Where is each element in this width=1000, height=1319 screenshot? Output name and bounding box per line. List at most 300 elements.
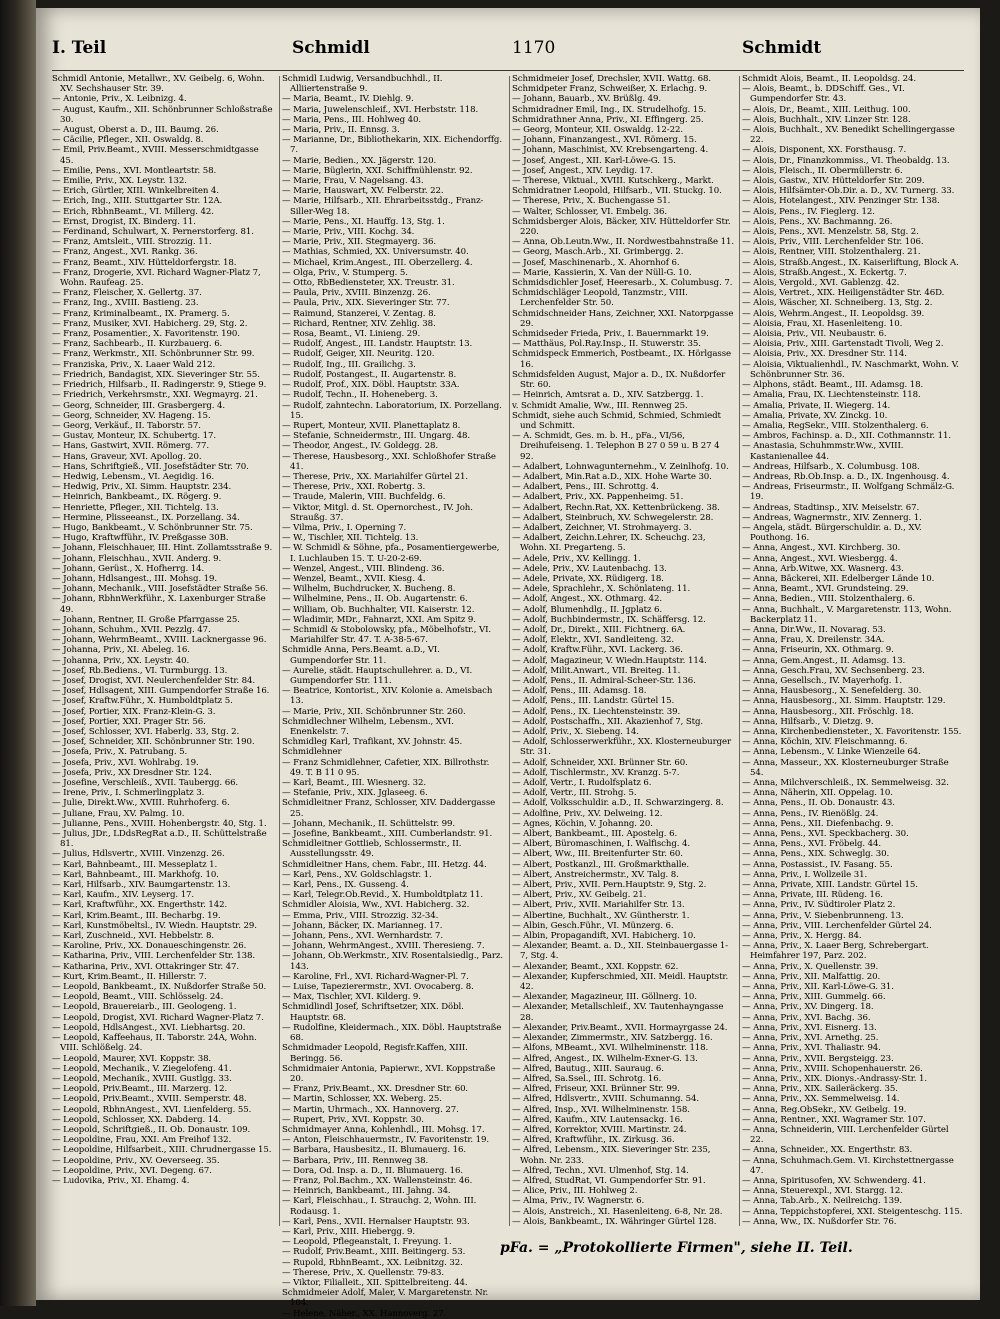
- directory-entry: — Anna, Köchin, XIV. Fleischmanng. 6.: [742, 737, 908, 748]
- directory-entry: — Max, Tischler, XVI. Kilderg. 9.: [282, 992, 421, 1003]
- directory-entry: — Johann, Bauarb., XV. Brüßlg. 49.: [512, 94, 661, 105]
- directory-entry: — Adolf, Pens., III. Landstr. Gürtel 15.: [512, 696, 675, 707]
- directory-entry: — Anna, Hilfsarb., V. Dietzg. 9.: [742, 716, 874, 727]
- directory-entry: — Josefine, Verschleiß., XVII. Taubergg. 66.: [52, 778, 239, 789]
- directory-entry: — Anna, Pens., XIX. Schweglg. 30.: [742, 849, 890, 860]
- directory-entry: — Anna, Bedien., VIII. Stolzenthalerg. 6.: [742, 594, 916, 605]
- directory-entry: — Julius, JDr., LDdsRegRat a.D., II. Schüttelstraße 81.: [52, 829, 267, 850]
- directory-entry: — Julianne, Pens., XVIII. Hohenbergstr. 40, Stg. 1.: [52, 818, 267, 829]
- directory-entry: — Anna, Lebensm., V. Linke Wienzeile 64.: [742, 747, 921, 758]
- directory-entry: Schmidt Alois, Beamt., II. Leopoldsg. 24.: [742, 74, 916, 84]
- page-header: [52, 38, 964, 66]
- directory-entry: — Kurt, Krim.Beamt., II. Hillerstr. 7.: [52, 971, 207, 982]
- directory-entry: — Alma, Priv., IV. Wagnerstr. 6.: [512, 1196, 645, 1207]
- directory-entry: — Albert, Ww., III. Breitenfurter Str. 60.: [512, 849, 683, 860]
- directory-entry: — Alois, Disponent, XX. Forsthausg. 7.: [742, 145, 907, 156]
- directory-entry: — Karl, Pens., IX. Gusseng. 4.: [282, 880, 409, 891]
- directory-entry: Schmidspeck Emmerich, Postbeamt., IX. Hörlgasse 16.: [512, 349, 732, 370]
- directory-entry: — Albert, Priv., XVII. Pern.Hauptstr. 9, Stg. 2.: [512, 880, 707, 891]
- directory-entry: — Marie, Hilfsarb., XII. Ehrarbeitsstdg., Franz-Siller-Weg 18.: [282, 196, 484, 217]
- directory-entry: — Anna, Bäckerei, XII. Edelberger Lände 10.: [742, 573, 935, 584]
- directory-entry: — Martin, Uhrmach., XX. Hannoverg. 27.: [282, 1104, 459, 1115]
- directory-entry: — Marie, Priv., XII. Stegmayerg. 36.: [282, 237, 436, 248]
- directory-entry: — Alfons, MBeamt., XVI. Wilhelminenstr. 118.: [512, 1043, 709, 1054]
- directory-entry: — Olga, Priv., V. Stumperg. 5.: [282, 267, 408, 278]
- directory-entry: — Barbara, Priv., III. Rennweg 38.: [282, 1155, 429, 1166]
- directory-entry: — Anna, Priv., XVI. Bachg. 36.: [742, 1012, 871, 1023]
- directory-entry: — Adele, Priv., XV. Kellingg. 1.: [512, 553, 641, 564]
- directory-entry: — Franz, Amtsleit., VIII. Strozzig. 11.: [52, 237, 212, 248]
- directory-entry: — Therese, Priv., XXI. Robertg. 3.: [282, 482, 426, 493]
- directory-entry: — Amalia, Frau, IX. Liechtensteinstr. 118.: [742, 390, 921, 401]
- directory-entry: — Alois, Straßb.Angest., IX. Kaiserliftung, Block A.: [742, 257, 959, 268]
- directory-entry: — Johann, Fleischhauer, III. Hint. Zollamtsstraße 9.: [52, 543, 273, 554]
- directory-entry: — Karl, Priv., XIII. Hiebergg. 9.: [282, 1226, 416, 1237]
- directory-entry: — Emilie, Priv., XX. Leystr. 132.: [52, 176, 187, 187]
- directory-entry: — Leopoldine, Hilfsarbeit., XIII. Chrudnergasse 15.: [52, 1145, 272, 1156]
- directory-entry: — Alois, Wäscher, XI. Schneiberg. 13, Stg. 2.: [742, 298, 933, 309]
- directory-entry: — Josef, Schlosser, XVI. Haberlg. 33, Stg. 2.: [52, 727, 240, 737]
- directory-entry: — Josef, Maschinenarb., X. Ahornhof 6.: [512, 257, 680, 268]
- directory-entry: — Viktor, Filialleit., XII. Spittelbreiteng. 44.: [282, 1277, 468, 1288]
- directory-entry: — Juliane, Frau, XV. Palmg. 10.: [52, 808, 185, 819]
- directory-entry: — Franz, Fleischer, X. Gellertg. 37.: [52, 288, 202, 299]
- directory-entry: — Karl, Bahnbeamt., III. Messeplatz 1.: [52, 859, 218, 870]
- directory-entry: — Rudolf, Techn., II. Hoheneberg. 3.: [282, 390, 438, 401]
- directory-entry: — Katharina, Priv., VIII. Lerchenfelder Str. 138.: [52, 951, 255, 962]
- directory-entry: — Franz, Werkmstr., XII. Schönbrunner Str. 99.: [52, 349, 255, 360]
- directory-entry: — Anna, Reg.ObSekr., XV. Geibelg. 19.: [742, 1104, 907, 1115]
- directory-entry: — Anna, Beamt., XVI. Grundsteing. 29.: [742, 584, 909, 595]
- directory-entry: — Wenzel, Beamt., XVII. Kiesg. 4.: [282, 573, 426, 584]
- directory-entry: — Anna, Priv., X. Laaer Berg, Schrebergart. Heimfahrer 197, Parz. 202.: [742, 941, 929, 962]
- directory-entry: — Barbara, Hausbesitz., II. Blumauerg. 16.: [282, 1145, 466, 1156]
- directory-entry: — Erich, RbhnBeamt., VI. Millerg. 42.: [52, 206, 214, 217]
- directory-entry: — Adolfine, Priv., XV. Delweing. 12.: [512, 808, 663, 819]
- directory-entry: — Stefanie, Schneidermstr., III. Ungarg. 48.: [282, 431, 470, 442]
- directory-entry: — Marie, Priv., XII. Schönbrunner Str. 260.: [282, 706, 466, 717]
- directory-entry: — Franz, Beamt., XIV. Hütteldorfergstr. 18.: [52, 257, 237, 268]
- directory-entry: — Karoline, Priv., XX. Donaueschingenstr. 26.: [52, 941, 247, 952]
- directory-entry: Schmidlindl Josef, Schriftsetzer, XIX. Döbl. Hauptstr. 68.: [282, 1002, 464, 1023]
- directory-entry: — Alois, Buchhalt., XV. Benedikt Schellingergasse 22.: [742, 125, 955, 146]
- directory-entry: — Adolf, Buchbindermstr., IX. Schäffersg. 12.: [512, 614, 706, 625]
- directory-entry: — Hugo, Kraftwfführ., IV. Preßgasse 30B.: [52, 533, 229, 544]
- directory-entry: — Maria, Juwelenschleif., XVI. Herbststr. 118.: [282, 104, 479, 115]
- directory-entry: — Walter, Schlosser, VI. Embelg. 36.: [512, 206, 667, 217]
- directory-entry: — Anna, Priv., X. Quellenstr. 39.: [742, 961, 879, 972]
- directory-entry: — Karl, Bahnbeamt., III. Markhofg. 10.: [52, 869, 219, 880]
- directory-entry: — Adolf, Postschaffn., XII. Akazienhof 7, Stg.: [512, 716, 704, 727]
- directory-entry: — Aurelie, städt. Hauptschullehrer. a. D., VI. Gumpendorfer Str. 111.: [282, 665, 473, 686]
- directory-entry: — Josef, Portier, XXI. Prager Str. 56.: [52, 716, 206, 727]
- directory-entry: — Anna, Priv., XVIII. Schopenhauerstr. 26.: [742, 1063, 923, 1074]
- directory-entry: — Rudolfine, Kleidermach., XIX. Döbl. Hauptstraße 68.: [282, 1022, 502, 1044]
- directory-entry: — Anna, Rentner., XXI. Wagramer Str. 107.: [742, 1114, 926, 1125]
- directory-entry: — Marianne, Dr., Bibliothekarin, XIX. Eichendorffg. 7.: [282, 135, 502, 156]
- right-running-head: Schmidt: [742, 38, 822, 58]
- directory-entry: — Anna, Pens., XVI. Fröbelg. 44.: [742, 839, 882, 850]
- directory-entry: — Karl, Kunstmöbeltsl., IV. Wiedn. Hauptstr. 29.: [52, 920, 257, 931]
- directory-entry: — Irene, Priv., I. Schmerlingplatz 3.: [52, 788, 205, 799]
- directory-entry: — Julius, Hdlsvertr., XVIII. Vinzenzg. 26.: [52, 849, 225, 860]
- directory-entry: — Aloisia, Priv., XIII. Gartenstadt Tivoli, Weg 2.: [742, 339, 944, 350]
- directory-entry: — Adalbert, Rechn.Rat, XX. Kettenbrückeng. 38.: [512, 502, 720, 513]
- directory-entry: — Anna, Priv., XX. Semmelweisg. 14.: [742, 1094, 900, 1105]
- directory-entry: — Johann, Gerüst., X. Hofherrg. 14.: [52, 563, 205, 574]
- directory-entry: — Anna, Hausbesorg., XII. Fröschlg. 18.: [742, 706, 914, 717]
- directory-entry: — Alfred, Techn., XVI. Ulmenhof, Stg. 14.: [512, 1165, 689, 1176]
- directory-entry: — Traude, Malerin, VIII. Buchfeldg. 6.: [282, 492, 446, 503]
- directory-entry: — Adele, Priv., XV. Lautenbachg. 13.: [512, 563, 667, 574]
- directory-entry: — Karl, Beamt., III. Wiesnerg. 32.: [282, 778, 427, 789]
- directory-entry: — Karl, Telegr.Ob.Revid., X. Humboldtplatz 11.: [282, 890, 483, 901]
- directory-entry: — Therese, Viktual., XVIII. Kutschkerg., Markt.: [512, 176, 714, 187]
- directory-entry: — Anna, Gesellsch., IV. Mayerhofg. 1.: [742, 675, 902, 686]
- directory-entry: — Rupert, Priv., XVI. Koppstr. 30.: [282, 1114, 424, 1125]
- directory-entry: — Albert, Postkanzl., III. Großmarkthalle.: [512, 859, 690, 870]
- directory-entry: — Leopold, Brauereiarb., III. Geologeng. 1.: [52, 1002, 237, 1013]
- directory-entry: — Anna, Priv., X. Hergg. 84.: [742, 931, 862, 942]
- directory-entry: — Anna, Priv., IV. Südtiroler Platz 2.: [742, 900, 896, 911]
- directory-entry: — Rudolf, Ing., III. Grailichg. 3.: [282, 359, 416, 370]
- directory-entry: — Matthäus, Pol.Ray.Insp., II. Stuwerstr. 35.: [512, 339, 701, 350]
- directory-entry: — Alexander, Priv.Beamt., XVII. Hormayrgasse 24.: [512, 1022, 728, 1033]
- directory-entry: — Franz, Musiker, XVI. Habicherg. 29, Stg. 2.: [52, 318, 248, 329]
- directory-entry: — Maria, Pens., III. Hohlweg 40.: [282, 114, 422, 125]
- directory-entry: — Josef, Angest., XIV. Leydig. 17.: [512, 165, 653, 176]
- directory-entry: — Rudolf, Geiger, XII. Neuritg. 120.: [282, 349, 435, 360]
- directory-entry: — Josef, Rb.Bediens., VI. Turmburgg. 13.: [52, 665, 228, 676]
- column-4: [742, 74, 964, 1234]
- directory-entry: — Anna, Milchverschleiß., IX. Semmelweisg. 32.: [742, 778, 949, 789]
- book-spine-edge: [0, 0, 36, 1306]
- directory-entry: — Michael, Krim.Angest., III. Oberzellerg. 4.: [282, 257, 473, 268]
- column-3: [512, 74, 734, 1234]
- directory-entry: — Anna, Friseurin, XX. Othmarg. 9.: [742, 645, 894, 656]
- directory-entry: — Richard, Rentner, XIV. Zehlig. 38.: [282, 318, 436, 329]
- directory-entry: — Johann, Mechanik., VIII. Josefstädter Straße 56.: [52, 584, 268, 595]
- directory-entry: — Antonie, Priv., X. Leibnizg. 4.: [52, 94, 187, 105]
- directory-entry: — Franz Schmidlehner, Cafetier, XIX. Billrothstr. 49. T. B 11 0 95.: [282, 757, 490, 778]
- directory-entry: — Alexander, Beamt. a. D., XII. Steinbauergasse 1-7, Stg. 4.: [512, 941, 729, 962]
- directory-entry: — Marie, Priv., VIII. Kochg. 34.: [282, 227, 415, 238]
- directory-entry: — Josef, Schneider, XII. Schönbrunner Str. 190.: [52, 737, 255, 748]
- directory-entry: — Marie, Frau, V. Nagelsang. 43.: [282, 176, 424, 187]
- column-1: [52, 74, 274, 1234]
- directory-entry: — Heinrich, Bankbeamt., IX. Rögerg. 9.: [52, 492, 222, 503]
- directory-entry: — Franz, Sachbearb., II. Kurzbauerg. 6.: [52, 339, 223, 350]
- directory-entry: — Leopold, Drogist, XVI. Richard Wagner-Platz 7.: [52, 1012, 264, 1023]
- directory-entry: — Viktor, Mitgl. d. St. Opernorchest., IV. Joh. Straußg. 37.: [282, 502, 473, 523]
- directory-entry: — Anna, Masseur., XX. Klosterneuburger Straße 54.: [742, 757, 949, 778]
- directory-entry: — Rudolf, Angest., III. Landstr. Hauptstr. 13.: [282, 339, 473, 350]
- directory-entry: — Leopold, Mechanik., V. Ziegelofeng. 41.: [52, 1063, 232, 1074]
- directory-entry: — Albert, Priv., XV. Geibelg. 21.: [512, 890, 647, 901]
- directory-entry: Schmidschneider Hans, Zeichner, XXI. Natorpgasse 29.: [512, 308, 734, 329]
- directory-entry: — A. Schmidt, Ges. m. b. H., pFa., VI/56, Dreihufeiseng. 1. Telephon B 27 0 59 u. B 27 4 92.: [512, 431, 720, 462]
- directory-entry: — Josefa, Priv., X. Patrubang. 5.: [52, 747, 188, 758]
- directory-entry: — Alfred, Friseur, XXI. Brünner Str. 99.: [512, 1084, 680, 1095]
- directory-entry: — Franz, Drogerie, XVI. Richard Wagner-Platz 7, Wohn. Raufeag. 25.: [52, 267, 261, 289]
- directory-entry: — Johann, Bäcker, IX. Marianneg. 17.: [282, 920, 443, 931]
- directory-entry: — Maria, Priv., II. Ennsg. 3.: [282, 125, 400, 136]
- directory-entry: — Franz, Ing., XVIII. Bastieng. 23.: [52, 298, 199, 309]
- directory-entry: — Anna, Dir.Ww., II. Novarag. 53.: [742, 624, 886, 635]
- directory-entry: — Emilie, Pens., XVI. Montleartstr. 58.: [52, 165, 217, 176]
- directory-entry: Schmidmeier Josef, Drechsler, XVII. Wattg. 68.: [512, 74, 712, 84]
- directory-entry: Schmidmeier Adolf, Maler, V. Margaretenstr. Nr. 104.: [282, 1288, 489, 1309]
- directory-entry: — Alexander, Metallschleif., XV. Tautenhayngasse 28.: [512, 1002, 724, 1023]
- part-label: I. Teil: [52, 38, 107, 58]
- directory-entry: — Franz, Pol.Bachm., XX. Wallensteinstr. 46.: [282, 1175, 473, 1186]
- directory-entry: — Amalia, Private, II. Wiegerg. 14.: [742, 400, 891, 411]
- directory-entry: Schmidl Antonie, Metallwr., XV. Geibelg. 6, Wohn. XV. Sechshauser Str. 39.: [52, 74, 265, 95]
- directory-entry: — Anna, Priv., XIX. Saileräckerg. 35.: [742, 1084, 898, 1095]
- directory-entry: — Rudolf, Postangest., II. Augartenstr. 8.: [282, 369, 457, 380]
- directory-entry: — Therese, Priv., XX. Mariahilfer Gürtel 21.: [282, 471, 469, 482]
- directory-entry: — Josef, Angest., XII. Karl-Löwe-G. 15.: [512, 155, 676, 166]
- directory-entry: — Aloisia, Frau, XI. Hasenleiteng. 10.: [742, 318, 903, 329]
- directory-entry: — Adolf, Priv., X. Siebeng. 14.: [512, 727, 639, 737]
- directory-entry: — Emma, Priv., VIII. Strozzig. 32-34.: [282, 910, 439, 921]
- directory-entry: — Anna, Schuhmach.Gem. VI. Kirchstettnergasse 47.: [742, 1155, 954, 1176]
- directory-entry: — Anna, Pens., XII. Diefenbachg. 9.: [742, 818, 894, 829]
- directory-entry: — Anna, Pens., IV. Rienößlg. 24.: [742, 808, 879, 819]
- directory-entry: — Adolf, Schneider, XXI. Brünner Str. 60.: [512, 757, 688, 768]
- directory-entry: Schmidsfelden August, Major a. D., IX. Nußdorfer Str. 60.: [512, 369, 726, 391]
- directory-entry: — Alfred, Kaufm., XIV. Lautensackg. 16.: [512, 1114, 683, 1125]
- directory-entry: — Johann, Maschinist, XV. Krebsengarteng. 4.: [512, 145, 709, 156]
- directory-entry: — Theodor, Angest., IV. Goldegg. 28.: [282, 441, 439, 452]
- directory-entry: — Anna, Buchhalt., V. Margaretenstr. 113, Wohn. Backerplatz 11.: [742, 604, 952, 625]
- directory-entry: — Adalbert, Priv., XX. Pappenheimg. 51.: [512, 492, 684, 503]
- directory-entry: — Georg, Schneider, III. Grasbergerg. 4.: [52, 400, 226, 411]
- directory-entry: — Andreas, Rb.Ob.Insp. a. D., IX. Ingenhousg. 4.: [742, 471, 950, 482]
- directory-entry: — Vilma, Priv., I. Operning 7.: [282, 522, 407, 533]
- directory-entry: — Aloisia, Priv., XX. Dresdner Str. 114.: [742, 349, 907, 360]
- directory-entry: — Raimund, Stanzerei, V. Zentag. 8.: [282, 308, 437, 319]
- directory-entry: — Friedrich, Bandagist, XIX. Sieveringer Str. 55.: [52, 369, 260, 380]
- directory-entry: — Johann, Fleischhau., XVII. Anderg. 9.: [52, 553, 222, 564]
- directory-entry: — Alexander, Beamt., XXI. Koppstr. 62.: [512, 961, 679, 972]
- directory-entry: — W., Tischler, XII. Tichtelg. 13.: [282, 533, 419, 544]
- directory-entry: Schmidseder Frieda, Priv., I. Bauernmarkt 19.: [512, 329, 709, 340]
- directory-entry: — Anna, Frau, X. Dreilenstr. 34A.: [742, 635, 885, 646]
- directory-entry: — Therese, Hausbesorg., XXI. Schloßhofer Straße 41.: [282, 451, 496, 472]
- directory-entry: — Mathias, Schmied, XX. Universumstr. 40.: [282, 247, 469, 258]
- directory-entry: — Leopold, Mechanik., XVIII. Gustlgg. 33.: [52, 1073, 232, 1084]
- directory-entry: Schmidleitner Hans, chem. Fabr., III. Hetzg. 44.: [282, 859, 487, 870]
- directory-entry: — Alois, Bankbeamt., IX. Währinger Gürtel 128.: [512, 1216, 717, 1227]
- directory-entry: v. Schmidt Amalie, Ww., III. Rennweg 25.: [512, 400, 688, 411]
- directory-entry: — Johann, Pens., XVI. Wernhardstr. 7.: [282, 931, 444, 942]
- directory-entry: — Andreas, Friseurmstr., II. Wolfgang Schmälz-G. 19.: [742, 482, 955, 503]
- directory-entry: — Anna, Angest., XVI. Kirchberg. 30.: [742, 543, 901, 554]
- directory-entry: — Alois, Dr., Beamt., XIII. Leithug. 100.: [742, 104, 911, 115]
- directory-entry: — Franz, Kriminalbeamt., IX. Pramerg. 5.: [52, 308, 230, 319]
- directory-entry: — Alois, Straßb.Angest., X. Eckertg. 7.: [742, 267, 907, 278]
- directory-entry: — Anna, Angest., XVI. Wiesbergg. 4.: [742, 553, 898, 564]
- directory-entry: — Josef, Portier, XIX. Franz-Klein-G. 3.: [52, 706, 216, 717]
- directory-entry: Schmidl Ludwig, Versandbuchhdl., II. Alliiertenstraße 9.: [282, 74, 443, 95]
- directory-entry: — Alfred, Lebensm., XIX. Sieveringer Str. 235, Wohn. Nr. 233.: [512, 1145, 711, 1166]
- directory-entry: — Anna, Steuerexpl., XVI. Stargg. 12.: [742, 1186, 903, 1197]
- directory-entry: — Friedrich, Verkehrsmstr., XXI. Wegmayrg. 21.: [52, 390, 258, 401]
- directory-entry: — Angela, städt. Bürgerschuldir. a. D., XV. Pouthong. 16.: [742, 522, 922, 544]
- directory-entry: — Leopold, Bankbeamt., IX. Nußdorfer Straße 50.: [52, 982, 267, 993]
- directory-entry: — Alfred, StudRat, VI. Gumpendorfer Str. 91.: [512, 1175, 706, 1186]
- directory-entry: — Alois, Priv., VIII. Lerchenfelder Str. 106.: [742, 237, 924, 248]
- directory-entry: Schmidlehner: [282, 747, 342, 758]
- directory-entry: — Anna, Schneider., XX. Engerthstr. 83.: [742, 1145, 913, 1156]
- directory-entry: — Rupert, Monteur, XVII. Planettaplatz 8.: [282, 420, 461, 431]
- directory-entry: — Anna, Priv., XVI. Thaliastr. 94.: [742, 1043, 881, 1054]
- directory-entry: — Adalbert, Steinbruch, XV. Schwegelerstr. 28.: [512, 512, 714, 523]
- directory-entry: — Georg, Verkäuf., II. Taborstr. 57.: [52, 420, 201, 431]
- directory-entry: — Karl, Kaufm., XIV. Leyserg. 17.: [52, 890, 195, 901]
- directory-entry: — Adolf, Pens., II. Admiral-Scheer-Str. 136.: [512, 675, 696, 686]
- directory-entry: — Anna, Pens., XVI. Speckbacherg. 30.: [742, 829, 909, 840]
- directory-entry: Schmidmader Leopold, Regisfr.Kaffen, XIII. Beringg. 56.: [282, 1043, 468, 1064]
- directory-entry: — Heinrich, Amtsrat a. D., XIV. Satzbergg. 1.: [512, 390, 704, 401]
- directory-entry: — Alphons, städt. Beamt., III. Adamsg. 18.: [742, 380, 924, 391]
- directory-entry: — Alfred, Sa.Ssel., III. Schrotg. 16.: [512, 1073, 662, 1084]
- directory-entry: — Martin, Schlosser, XX. Weberg. 25.: [282, 1094, 442, 1105]
- directory-entry: — Anna, Hausbesorg., X. Senefelderg. 30.: [742, 686, 922, 697]
- directory-entry: — Leopold, Priv.Beamt., XVIII. Semperstr. 48.: [52, 1094, 247, 1105]
- directory-entry: — Alfred, Korrektor, XVIII. Martinstr. 24.: [512, 1124, 687, 1135]
- directory-entry: — Alois, Beamt., b. DDSchiff. Ges., VI. Gumpendorfer Str. 43.: [742, 84, 905, 105]
- directory-entry: Schmidleitner Gottlieb, Schlossermstr., II. Ausstellungsstr. 49.: [282, 839, 462, 860]
- directory-entry: — Leopold, Pflegeanstalt, I. Freyung. 1.: [282, 1237, 452, 1248]
- directory-entry: — Josefa, Priv., XX Dresdner Str. 124.: [52, 767, 212, 778]
- directory-entry: — Karl, Zuschneid., XVI. Hebbelstr. 8.: [52, 931, 215, 942]
- directory-entry: — Rudolf, Priv.Beamt., XIII. Beitingerg. 53.: [282, 1247, 466, 1258]
- directory-entry: Schmidleg Karl, Trafikant, XV. Johnstr. 45.: [282, 737, 463, 748]
- directory-entry: — Marie, Bedien., XX. Jägerstr. 120.: [282, 155, 437, 166]
- directory-entry: — Karl, Hilfsarb., XIV. Baumgartenstr. 13.: [52, 880, 231, 891]
- directory-entry: — Adalbert, Lohnwagunternehm., V. Zeinlhofg. 10.: [512, 461, 729, 472]
- directory-entry: — Wilhelm, Buchdrucker, X. Bucheng. 8.: [282, 584, 456, 595]
- directory-entry: — Schmidl & Stobolowsky, pfa., Möbelhofstr., VI. Mariahilfer Str. 47. T. A-38-5-67.: [282, 624, 492, 646]
- directory-entry: — Anna, Pens., II. Ob. Donaustr. 43.: [742, 798, 895, 809]
- directory-entry: — Alois, Vergold., XVI. Gablenzg. 42.: [742, 278, 900, 289]
- directory-entry: — Andreas, Stadtinsp., XIV. Meiselstr. 67.: [742, 502, 920, 513]
- directory-entry: — Alfred, Kraftwführ., IX. Zirkusg. 36.: [512, 1135, 675, 1146]
- directory-entry: — Adolf, Pens., III. Adamsg. 18.: [512, 686, 647, 697]
- directory-entry: — Adele, Private, XX. Rüdigerg. 18.: [512, 573, 664, 584]
- directory-entry: — Hans, Graveur, XVI. Apollog. 20.: [52, 451, 202, 462]
- directory-entry: — Henriette, Pfleger., XII. Tichtelg. 13.: [52, 502, 219, 513]
- directory-entry: — Anna, Priv., I. Wollzeile 31.: [742, 869, 868, 880]
- directory-entry: — Helene, Näher., XX. Hannoverg. 27.: [282, 1308, 447, 1319]
- directory-entry: Schmidradner Emil, Ing., IX. Strudelhofg. 15.: [512, 104, 707, 115]
- directory-entry: — Ludovika, Priv., XI. Ehamg. 4.: [52, 1175, 190, 1186]
- directory-entry: — Wilhelmine, Pens., II. Ob. Augartenstr. 6.: [282, 594, 468, 605]
- directory-entry: — Anna, Priv., XVII. Bergsteigg. 23.: [742, 1053, 894, 1064]
- directory-entry: — Anna, Priv., XVI. Arnethg. 25.: [742, 1033, 879, 1044]
- directory-entry: — Katharina, Priv., XVI. Ottakringer Str. 47.: [52, 961, 240, 972]
- directory-entry: — Alois, Fleisch., II. Obermüllerstr. 6.: [742, 165, 903, 176]
- directory-entry: — Hans, Gastwirt, XVII. Römerg. 77.: [52, 441, 210, 452]
- directory-entry: — William, Ob. Buchhalter, VII. Kaiserstr. 12.: [282, 604, 475, 615]
- directory-entry: — Heinrich, Bankbeamt., III. Jahng. 34.: [282, 1186, 451, 1197]
- directory-entry: — Alois, Rentner, VIII. Stolzenthalerg. 21.: [742, 247, 921, 258]
- directory-entry: — Paula, Priv., XIX. Sieveringer Str. 77.: [282, 298, 450, 309]
- directory-entry: — Leopold, Priv.Beamt., III. Marzerg. 12.: [52, 1084, 228, 1095]
- directory-entry: — Albin, Propagandift, XVI. Habicherg. 10.: [512, 931, 696, 942]
- directory-entry: — Leopoldine, Priv., XV. Oeverseeg. 35.: [52, 1155, 220, 1166]
- directory-entry: — Franziska, Priv., X. Laaer Wald 212.: [52, 359, 216, 370]
- directory-entry: — Albert, Priv., XVII. Mariahilfer Str. 13.: [512, 900, 685, 911]
- directory-entry: — Anna, Priv., VIII. Lerchenfelder Gürtel 24.: [742, 920, 932, 931]
- directory-entry: — Franz, Posamentier., X. Favoritenstr. 190.: [52, 329, 240, 340]
- directory-entry: — Amalia, Private, XV. Zinckg. 10.: [742, 410, 888, 421]
- directory-entry: — Josefa, Priv., XVI. Wohlrabg. 19.: [52, 757, 199, 768]
- directory-entry: — Anna, Priv., XII. Malfattig. 20.: [742, 971, 881, 982]
- directory-entry: Schmidschläger Leopold, Tanzmstr., VIII. Lerchenfelder Str. 50.: [512, 288, 688, 309]
- directory-entry: — Albert, Bankbeamt., III. Apostelg. 6.: [512, 829, 678, 840]
- directory-entry: — Alfred, Angest., IX. Wilhelm-Exner-G. 13.: [512, 1053, 698, 1064]
- directory-entry: — Anna, Priv., XII. Karl-Löwe-G. 31.: [742, 982, 894, 993]
- directory-entry: Schmidrathner Anna, Priv., XI. Effingerg. 25.: [512, 114, 704, 125]
- directory-entry: — Marie, Büglerin, XXI. Schiffmühlenstr. 92.: [282, 165, 473, 176]
- directory-entry: — Hedwig, Priv., XI. Simm. Hauptstr. 234.: [52, 482, 232, 493]
- column-2: [282, 74, 504, 1319]
- directory-entry: — Anna, Private, III. Rüdeng. 16.: [742, 890, 883, 901]
- directory-entry: — Alois, Hotelangest., XIV. Penzinger Str. 138.: [742, 196, 940, 207]
- directory-entry: — Paula, Priv., XVIII. Binzenzg. 26.: [282, 288, 431, 299]
- directory-entry: — Anna, Ww., IX. Nußdorfer Str. 76.: [742, 1216, 897, 1227]
- directory-entry: — Alois, Gastw., XIV. Hütteldorfer Str. 209.: [742, 176, 925, 187]
- directory-entry: — Dora, Od. Insp. a. D., II. Blumauerg. 16.: [282, 1165, 463, 1176]
- directory-entry: — Johann, WehrmAngest., XVIII. Theresieng. 7.: [282, 941, 485, 952]
- directory-entry: — Anna, Priv., XV. Dingerg. 18.: [742, 1002, 874, 1013]
- directory-entry: — Adolf, Volksschuldir. a.D., II. Schwarzingerg. 8.: [512, 798, 724, 809]
- directory-entry: — Luise, Tapezierermstr., XVI. Ovocaberg. 8.: [282, 982, 474, 993]
- directory-entry: — Adolf, Vertr., I. Rudolfsplatz 6.: [512, 778, 652, 789]
- directory-entry: — Josefine, Bankbeamt., XIII. Cumberlandstr. 91.: [282, 829, 493, 840]
- directory-entry: — Hans, Schriftgieß., VII. Josefstädter Str. 70.: [52, 461, 249, 472]
- directory-entry: — Julie, Direkt.Ww., XVIII. Ruhrhoferg. 6.: [52, 798, 230, 809]
- directory-entry: — Karoline, Frl., XVI. Richard-Wagner-Pl. 7.: [282, 971, 469, 982]
- directory-entry: — Alois, Hilfsämter-Ob.Dir. a. D., XV. Turnerg. 33.: [742, 186, 955, 197]
- directory-entry: — Adalbert, Zeichn.Lehrer, IX. Scheuchg. 23, Wohn. XI. Pregarteng. 5.: [512, 533, 706, 554]
- directory-entry: — Johann, Hdlsangest., III. Mohsg. 19.: [52, 573, 217, 584]
- directory-entry: — Emil, Priv.Beamt., XVIII. Messerschmidtgasse 45.: [52, 145, 259, 166]
- directory-entry: — Leopold, HdlsAngest., XVI. Liebhartsg. 20.: [52, 1022, 246, 1033]
- directory-entry: — Adolf, Magazineur, V. Wiedn.Hauptstr. 114.: [512, 655, 707, 666]
- directory-entry: — Adolf, Tischlermstr., XV. Kranzg. 5-7.: [512, 767, 680, 778]
- directory-entry: Schmidleitner Franz, Schlosser, XIV. Daddergasse 25.: [282, 798, 496, 819]
- directory-entry: — August, Kaufm., XII. Schönbrunner Schloßstraße 30.: [52, 104, 273, 125]
- directory-entry: — Anna, Priv., XIX. Dionys.-Andrassy-Str. 1.: [742, 1073, 928, 1084]
- directory-entry: — Albert, Büromaschinen, I. Walfischg. 4.: [512, 839, 690, 850]
- directory-entry: — Hermine, Plisseeanst., IX. Porzellang. 34.: [52, 512, 240, 523]
- directory-entry: Schmidmayer Anna, Kohlenhdl., III. Mohsg. 17.: [282, 1124, 485, 1135]
- directory-entry: — Josef, Hdlsagent, XIII. Gumpendorfer Straße 16.: [52, 686, 270, 697]
- directory-entry: — Anna, Postassist., IV. Fasang. 55.: [742, 859, 893, 870]
- directory-entry: — Johanna, Priv., XI. Abeleg. 16.: [52, 645, 190, 656]
- directory-entry: — Josef, Kraftw.Führ., X. Humboldtplatz 5.: [52, 696, 233, 707]
- directory-entry: — Wladimir, MDr., Fahnarzt, XXI. Am Spitz 9.: [282, 614, 476, 625]
- directory-entry: — Adolf, Blumenhdlg., II. Jgplatz 6.: [512, 604, 663, 615]
- directory-entry: — Anna, Gesch.Frau, XV. Sechsenberg. 23.: [742, 665, 925, 676]
- directory-entry: — Alois, Dr., Finanzkommiss., VI. Theobaldg. 13.: [742, 155, 950, 166]
- directory-entry: — Cäcilie, Pfleger., XII. Oswaldg. 8.: [52, 135, 204, 146]
- directory-entry: — Johann, RbhnWerkführ., X. Laxenburger Straße 49.: [52, 594, 266, 615]
